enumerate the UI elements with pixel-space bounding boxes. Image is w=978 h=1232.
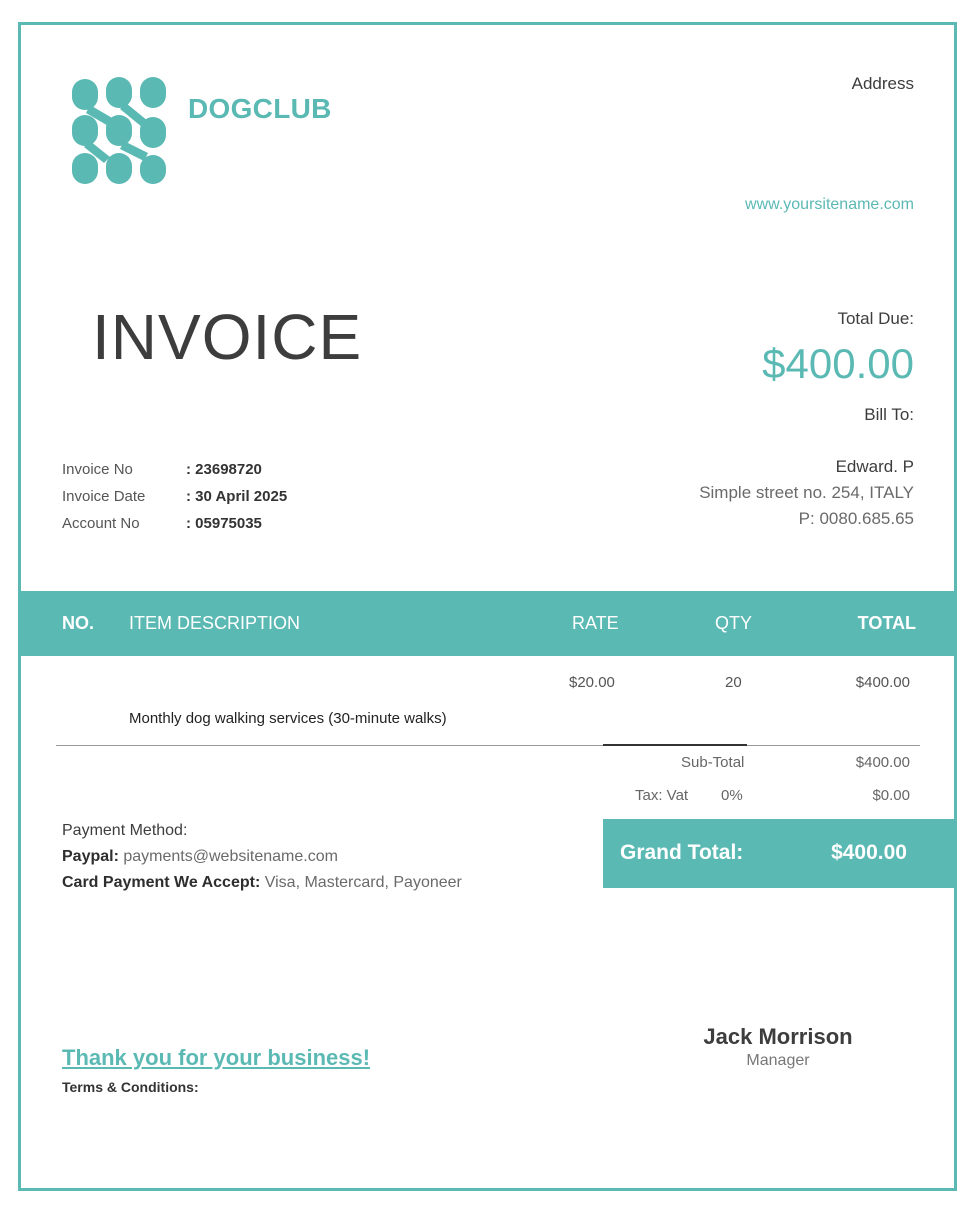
bill-to-phone: P: 0080.685.65 [798, 509, 914, 528]
cards-label: Card Payment We Accept: [62, 874, 261, 891]
tax-value: $0.00 [872, 787, 910, 804]
bill-to-street: Simple street no. 254, ITALY [699, 483, 914, 502]
item-description: Monthly dog walking services (30-minute walks) [129, 710, 447, 727]
dot-network-logo-icon [70, 75, 168, 185]
company-website-link[interactable]: www.yoursitename.com [745, 196, 914, 213]
invoice-no-row [62, 456, 287, 483]
payment-method-label: Payment Method: [62, 822, 188, 839]
invoice-date-value: : 30 April 2025 [186, 488, 288, 505]
invoice-no-label: Invoice No [62, 461, 133, 478]
invoice-title: INVOICE [92, 301, 363, 373]
paypal-value: payments@websitename.com [123, 848, 338, 865]
total-due-amount: $400.00 [762, 340, 914, 387]
tax-label: Tax: Vat [635, 787, 689, 804]
account-no-row [62, 510, 287, 537]
account-no-value: : 05975035 [186, 515, 262, 532]
bill-to-name: Edward. P [835, 457, 914, 476]
bill-to-label: Bill To: [864, 405, 914, 424]
total-due-label: Total Due: [837, 309, 914, 328]
paypal-row [62, 844, 462, 870]
signature-block [700, 1024, 856, 1070]
items-divider [56, 745, 920, 746]
column-header-total: TOTAL [857, 613, 916, 633]
company-address-label: Address [851, 74, 914, 93]
subtotal-value: $400.00 [855, 754, 910, 771]
brand-name: DOGCLUB [188, 93, 332, 124]
grand-total-label: Grand Total: [620, 841, 744, 864]
item-rate: $20.00 [569, 674, 615, 691]
invoice-date-label: Invoice Date [62, 488, 146, 505]
subtotal-label: Sub-Total [681, 754, 745, 771]
signer-name: Jack Morrison [703, 1024, 853, 1049]
account-no-label: Account No [62, 515, 140, 532]
tax-percent: 0% [721, 787, 743, 804]
column-header-qty: QTY [715, 613, 753, 633]
item-total: $400.00 [855, 674, 910, 691]
terms-label: Terms & Conditions: [62, 1079, 199, 1095]
thank-you-message: Thank you for your business! [62, 1045, 371, 1070]
signer-role: Manager [746, 1052, 810, 1069]
bill-to-block [699, 454, 914, 532]
grand-total-box [603, 819, 957, 888]
paypal-label: Paypal: [62, 848, 119, 865]
invoice-no-value: : 23698720 [186, 461, 262, 478]
payment-info [62, 818, 462, 896]
item-qty: 20 [725, 674, 742, 691]
items-table-header [21, 591, 956, 656]
column-header-rate: RATE [572, 613, 619, 633]
totals-divider [603, 744, 747, 746]
column-header-description: ITEM DESCRIPTION [129, 613, 301, 633]
cards-value: Visa, Mastercard, Payoneer [264, 874, 462, 891]
invoice-date-row [62, 483, 287, 510]
grand-total-value: $400.00 [831, 841, 907, 864]
invoice-meta [62, 456, 287, 537]
column-header-no: NO. [62, 613, 95, 633]
cards-row [62, 870, 462, 896]
